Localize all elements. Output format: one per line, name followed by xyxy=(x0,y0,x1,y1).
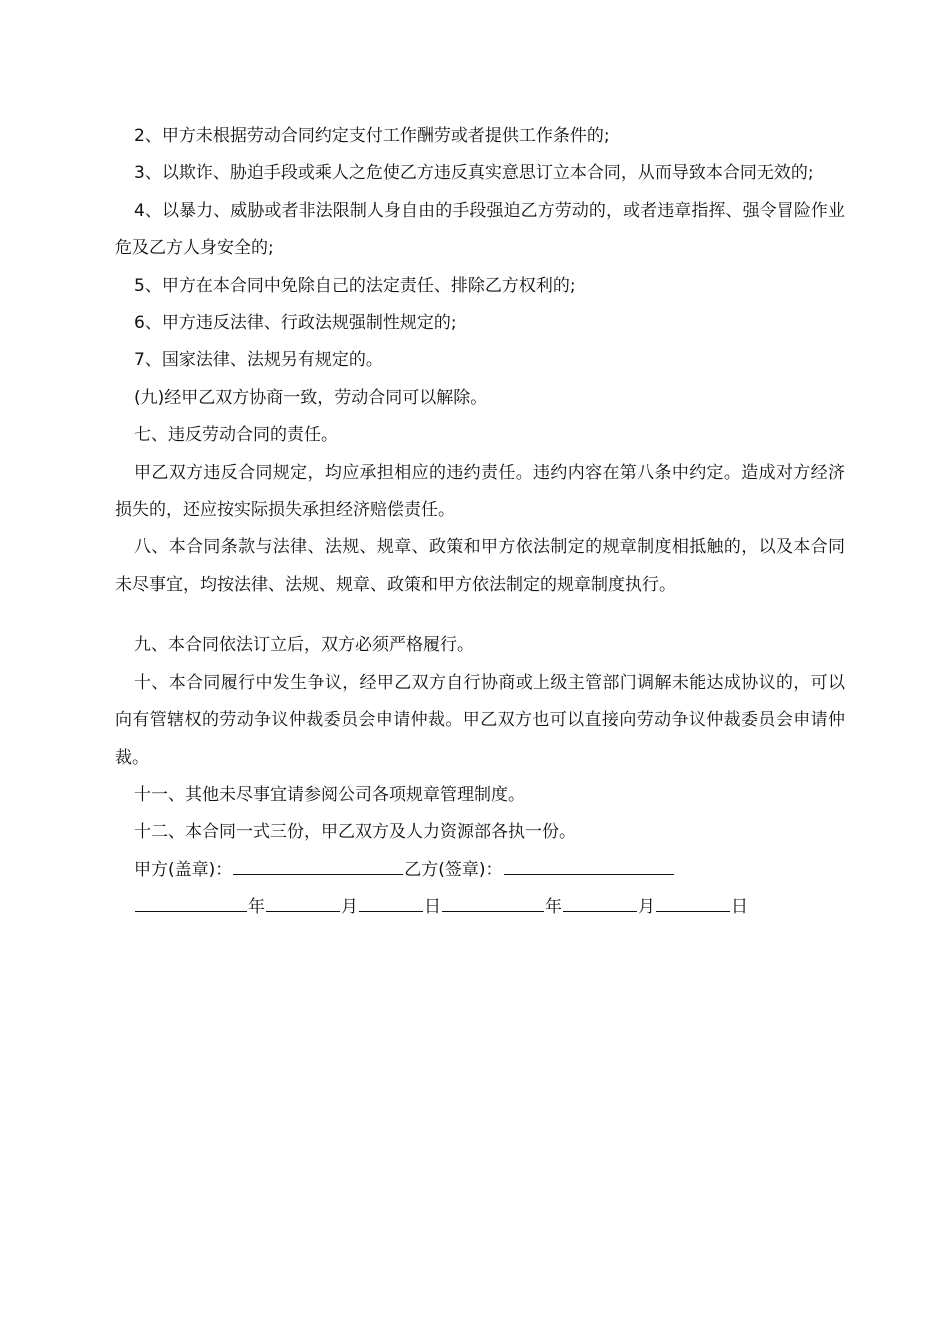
party-a-year-label: 年 xyxy=(248,897,265,918)
party-b-day-label: 日 xyxy=(731,897,748,918)
party-a-label: 甲方(盖章)： xyxy=(134,859,233,880)
party-b-year-blank xyxy=(442,893,544,912)
clause-2: 2、甲方未根据劳动合同约定支付工作酬劳或者提供工作条件的; xyxy=(134,126,610,146)
clause-3: 3、以欺诈、胁迫手段或乘人之危使乙方违反真实意思订立本合同，从而导致本合同无效的; xyxy=(134,163,814,184)
party-a-month-blank xyxy=(266,893,340,912)
clause-4: 4、以暴力、威胁或者非法限制人身自由的手段强迫乙方劳动的，或者违章指挥、强令冒险作业危及乙方人身安全的; xyxy=(115,200,845,259)
party-a-day-label: 日 xyxy=(424,897,441,918)
section-12: 十二、本合同一式三份，甲乙双方及人力资源部各执一份。 xyxy=(134,822,576,843)
party-b-label: 乙方(签章)： xyxy=(404,859,503,880)
signature-line xyxy=(115,852,845,889)
section-9: 九、本合同依法订立后，双方必须严格履行。 xyxy=(134,635,474,656)
paragraph-gap xyxy=(115,604,845,627)
party-b-year-label: 年 xyxy=(545,897,562,918)
party-a-signature-blank xyxy=(233,856,403,875)
party-b-day-blank xyxy=(656,893,730,912)
party-b-month-label: 月 xyxy=(638,897,655,918)
section-7-body: 甲乙双方违反合同规定，均应承担相应的违约责任。违约内容在第八条中约定。造成对方经济损失的，还应按实际损失承担经济赔偿责任。 xyxy=(115,462,845,521)
section-8: 八、本合同条款与法律、法规、规章、政策和甲方依法制定的规章制度相抵触的，以及本合同未尽事宜，均按法律、法规、规章、政策和甲方依法制定的规章制度执行。 xyxy=(115,537,845,595)
section-7-heading: 七、违反劳动合同的责任。 xyxy=(134,425,338,446)
party-a-month-label: 月 xyxy=(341,897,358,918)
date-line xyxy=(115,889,845,926)
section-11: 十一、其他未尽事宜请参阅公司各项规章管理制度。 xyxy=(134,784,525,805)
clause-6: 6、甲方违反法律、行政法规强制性规定的; xyxy=(134,313,457,334)
party-a-year-blank xyxy=(135,893,247,912)
party-a-day-blank xyxy=(359,893,423,912)
party-b-signature-blank xyxy=(504,856,674,875)
clause-5: 5、甲方在本合同中免除自己的法定责任、排除乙方权利的; xyxy=(134,275,576,296)
clause-nine-termination: (九)经甲乙双方协商一致，劳动合同可以解除。 xyxy=(134,387,488,408)
document-body xyxy=(115,118,845,927)
party-b-month-blank xyxy=(563,893,637,912)
clause-7: 7、国家法律、法规另有规定的。 xyxy=(134,350,383,371)
section-10: 十、本合同履行中发生争议，经甲乙双方自行协商或上级主管部门调解未能达成协议的，可以向有管辖权的劳动争议仲裁委员会申请仲裁。甲乙双方也可以直接向劳动争议仲裁委员会申请仲裁。 xyxy=(115,672,845,768)
